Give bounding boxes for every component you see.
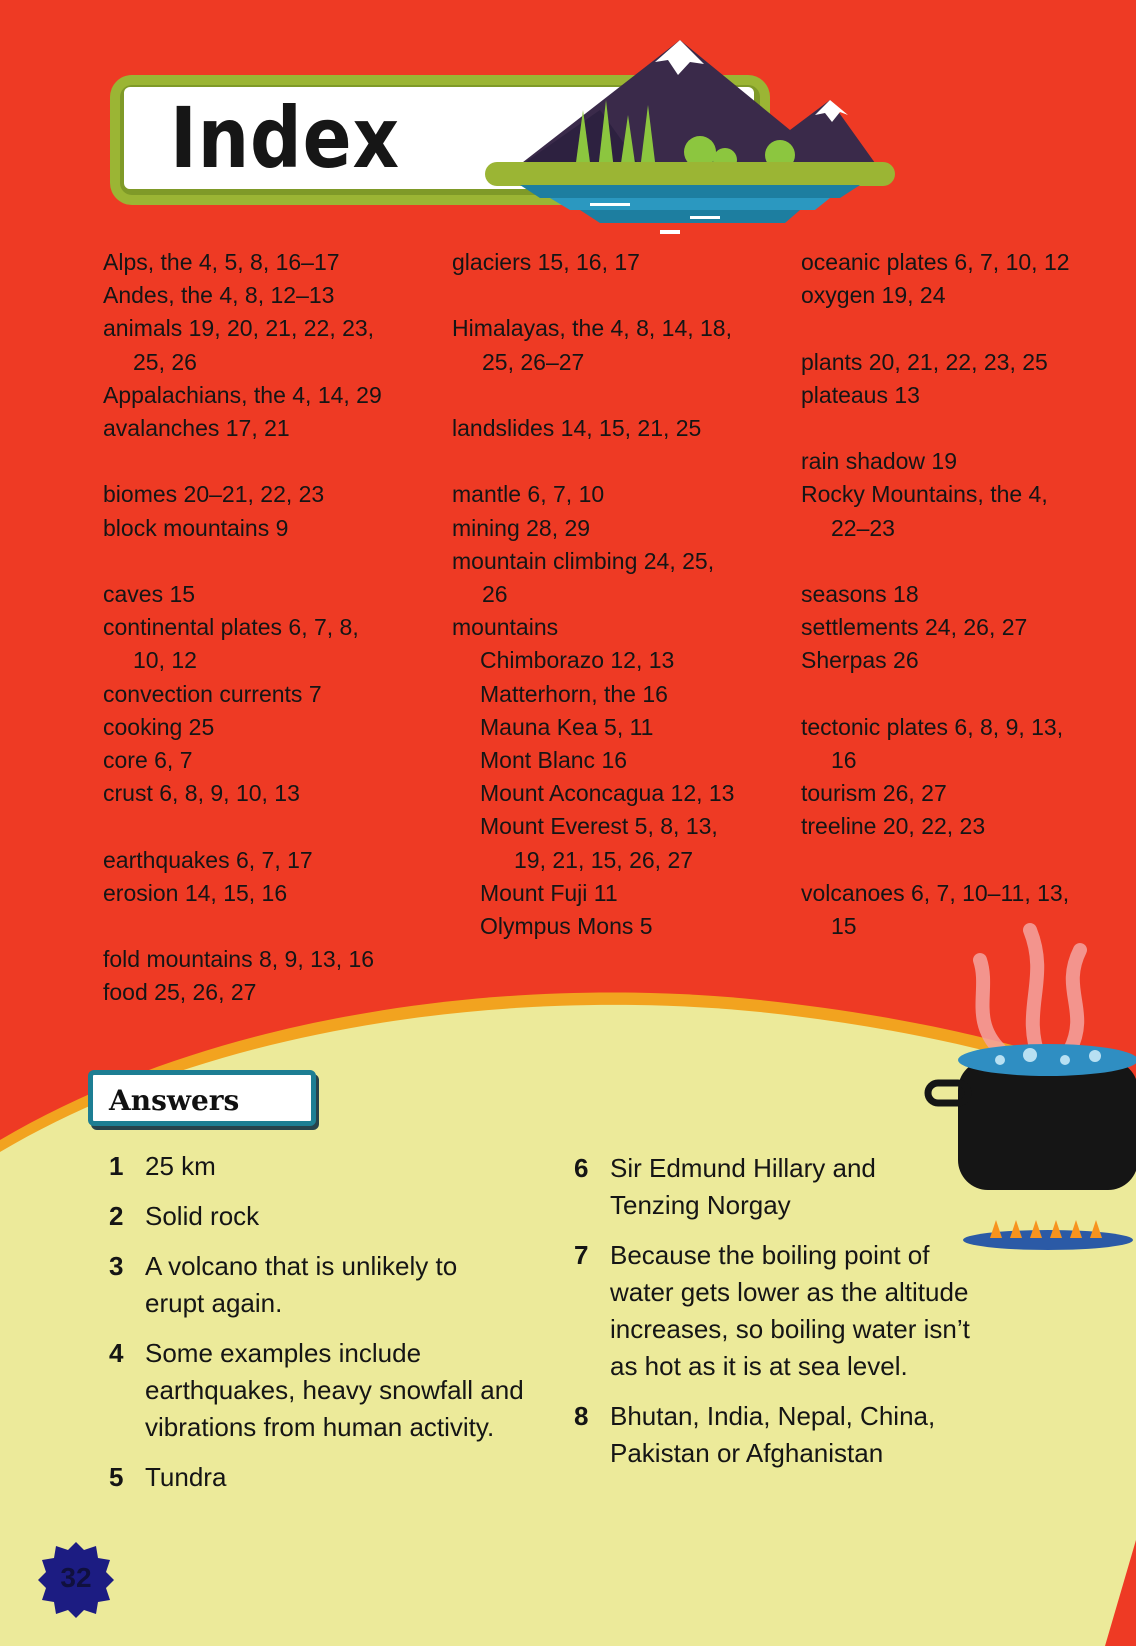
index-entry: crust 6, 8, 9, 10, 13 xyxy=(103,780,300,807)
answer-item xyxy=(574,1237,994,1385)
index-entry: volcanoes 6, 7, 10–11, 13, xyxy=(801,879,1070,906)
index-entry: plateaus 13 xyxy=(801,381,920,408)
answer-number: 3 xyxy=(109,1251,124,1281)
answer-item xyxy=(109,1459,539,1496)
index-entry: landslides 14, 15, 21, 25 xyxy=(452,414,702,441)
answer-item xyxy=(109,1248,539,1322)
answer-line: Solid rock xyxy=(145,1201,260,1231)
index-entry: Rocky Mountains, the 4, xyxy=(801,481,1048,508)
index-entry: Mount Everest 5, 8, 13, xyxy=(480,813,718,840)
index-entry: settlements 24, 26, 27 xyxy=(801,614,1028,641)
answers-heading: Answers xyxy=(109,1084,240,1117)
answer-line: water gets lower as the altitude xyxy=(610,1277,969,1307)
index-gap xyxy=(452,445,734,478)
index-entry: biomes 20–21, 22, 23 xyxy=(103,481,325,508)
index-entry: 10, 12 xyxy=(133,647,197,674)
index-entry: Appalachians, the 4, 14, 29 xyxy=(103,381,382,408)
mountain-icon xyxy=(480,20,900,250)
index-entry: 25, 26 xyxy=(133,348,197,375)
index-column-3 xyxy=(801,246,1070,943)
answer-number: 8 xyxy=(574,1401,589,1431)
index-gap xyxy=(801,312,1070,345)
answer-line: Some examples include xyxy=(145,1338,422,1368)
answers-heading-box xyxy=(88,1070,316,1126)
answer-line: as hot as it is at sea level. xyxy=(610,1351,908,1381)
answer-line: A volcano that is unlikely to xyxy=(145,1251,458,1281)
index-entry: 26 xyxy=(482,580,508,607)
index-gap xyxy=(801,545,1070,578)
answer-line: 25 km xyxy=(145,1151,216,1181)
index-gap xyxy=(103,445,382,478)
index-entry: mantle 6, 7, 10 xyxy=(452,481,605,508)
index-entry: mountains xyxy=(452,614,559,641)
answer-line: Bhutan, India, Nepal, China, xyxy=(610,1401,936,1431)
index-entry: caves 15 xyxy=(103,581,196,607)
index-entry: convection currents 7 xyxy=(103,680,322,707)
answers-left-column xyxy=(109,1148,539,1509)
index-entry: 19, 21, 15, 26, 27 xyxy=(514,846,694,873)
answer-item xyxy=(109,1148,539,1185)
index-entry: Matterhorn, the 16 xyxy=(480,680,668,707)
index-entry: fold mountains 8, 9, 13, 16 xyxy=(103,946,375,973)
index-entry: 25, 26–27 xyxy=(482,348,585,375)
index-gap xyxy=(452,379,734,412)
answer-line: vibrations from human activity. xyxy=(145,1412,495,1442)
index-entry: core 6, 7 xyxy=(103,747,193,774)
answer-line: Tundra xyxy=(145,1462,227,1492)
answers-right-column xyxy=(574,1150,994,1485)
index-entry: oxygen 19, 24 xyxy=(801,282,946,309)
index-entry: Olympus Mons 5 xyxy=(480,913,653,940)
index-entry: continental plates 6, 7, 8, xyxy=(103,614,359,641)
index-entry: 16 xyxy=(831,746,857,773)
index-entry: earthquakes 6, 7, 17 xyxy=(103,846,313,873)
answer-number: 7 xyxy=(574,1240,589,1270)
answer-item xyxy=(574,1150,994,1224)
index-gap xyxy=(801,412,1070,445)
index-entry: tectonic plates 6, 8, 9, 13, xyxy=(801,713,1064,740)
index-entry: block mountains 9 xyxy=(103,514,289,541)
index-gap xyxy=(801,844,1070,877)
answer-line: earthquakes, heavy snowfall and xyxy=(145,1375,524,1405)
answer-line: Tenzing Norgay xyxy=(610,1190,791,1220)
index-entry: 15 xyxy=(831,912,857,939)
index-entry: 22–23 xyxy=(831,514,895,541)
index-entry: tourism 26, 27 xyxy=(801,780,947,807)
answer-line: increases, so boiling water isn’t xyxy=(610,1314,970,1344)
answer-line: Sir Edmund Hillary and xyxy=(610,1153,876,1183)
index-entry: mining 28, 29 xyxy=(452,514,591,541)
index-gap xyxy=(103,810,382,843)
index-entry: avalanches 17, 21 xyxy=(103,415,290,442)
page-title: Index xyxy=(170,89,400,187)
answer-number: 6 xyxy=(574,1153,589,1183)
index-entry: Mont Blanc 16 xyxy=(480,747,628,773)
index-entry: glaciers 15, 16, 17 xyxy=(452,249,640,275)
index-column-2 xyxy=(452,246,734,943)
index-gap xyxy=(801,678,1070,711)
index-gap xyxy=(103,545,382,578)
index-entry: Sherpas 26 xyxy=(801,647,919,674)
index-entry: plants 20, 21, 22, 23, 25 xyxy=(801,348,1048,375)
index-entry: food 25, 26, 27 xyxy=(103,979,257,1006)
answer-item xyxy=(109,1335,539,1446)
index-column-1 xyxy=(103,246,382,1010)
answer-item xyxy=(109,1198,539,1235)
index-entry: oceanic plates 6, 7, 10, 12 xyxy=(801,249,1070,275)
index-entry: Andes, the 4, 8, 12–13 xyxy=(103,282,335,309)
index-entry: Mauna Kea 5, 11 xyxy=(480,713,654,740)
index-entry: cooking 25 xyxy=(103,713,215,740)
page-number-badge xyxy=(36,1540,116,1620)
index-entry: Chimborazo 12, 13 xyxy=(480,647,675,674)
answer-number: 5 xyxy=(109,1462,124,1492)
answer-line: Pakistan or Afghanistan xyxy=(610,1438,884,1468)
answer-number: 4 xyxy=(109,1338,124,1368)
index-entry: Mount Aconcagua 12, 13 xyxy=(480,780,735,807)
answer-number: 1 xyxy=(109,1151,124,1181)
index-gap xyxy=(103,910,382,943)
answer-item xyxy=(574,1398,994,1472)
index-gap xyxy=(452,279,734,312)
index-entry: erosion 14, 15, 16 xyxy=(103,879,288,906)
answer-number: 2 xyxy=(109,1201,124,1231)
index-entry: seasons 18 xyxy=(801,580,919,607)
answer-line: erupt again. xyxy=(145,1288,283,1318)
page-number: 32 xyxy=(60,1562,92,1593)
index-entry: animals 19, 20, 21, 22, 23, xyxy=(103,315,375,342)
index-entry: Himalayas, the 4, 8, 14, 18, xyxy=(452,315,732,342)
index-entry: Alps, the 4, 5, 8, 16–17 xyxy=(103,249,340,275)
index-entry: mountain climbing 24, 25, xyxy=(452,547,715,574)
index-entry: treeline 20, 22, 23 xyxy=(801,813,986,840)
answer-line: Because the boiling point of xyxy=(610,1240,930,1270)
index-entry: Mount Fuji 11 xyxy=(480,879,618,906)
index-entry: rain shadow 19 xyxy=(801,448,957,475)
